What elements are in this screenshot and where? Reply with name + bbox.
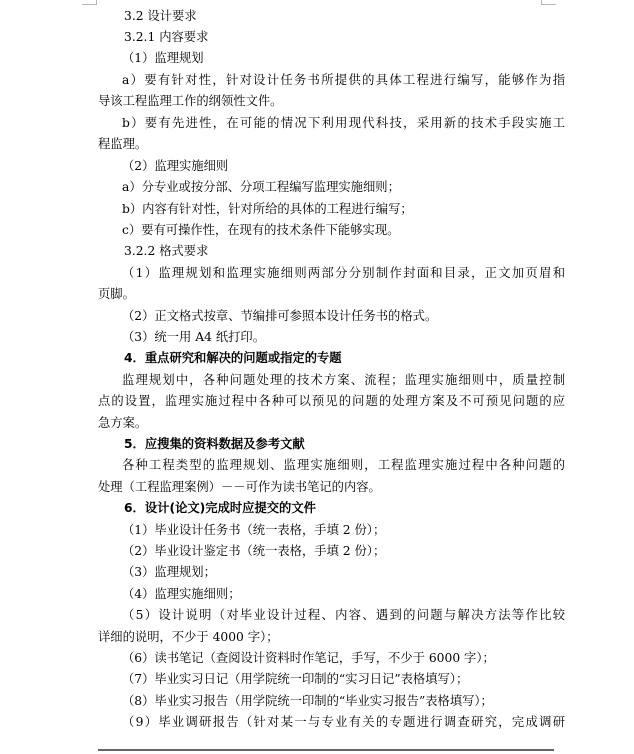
paragraph-line: 页脚。 — [98, 287, 135, 301]
item-heading: （1）监理规划 — [122, 51, 204, 65]
paragraph-line: a）分专业或按分部、分项工程编写监理实施细则； — [122, 180, 400, 194]
paragraph-line: 处理（工程监理案例）－－可作为读书笔记的内容。 — [98, 480, 381, 494]
paragraph-line: 程监理。 — [98, 137, 148, 151]
list-item: （8）毕业实习报告（用学院统一印制的“毕业实习报告”表格填写）； — [122, 694, 493, 708]
paragraph-line: 各种工程类型的监理规划、监理实施细则，工程监理实施过程中各种问题的 — [122, 458, 565, 472]
list-item: （1）毕业设计任务书（统一表格，手填 2 份）； — [122, 523, 386, 537]
list-item: （6）读书笔记（查阅设计资料时作笔记，手写，不少于 6000 字）； — [122, 651, 495, 665]
paragraph-line: 点的设置，监理实施过程中各种可以预见的问题的处理方案及不可预见问题的应 — [98, 394, 565, 408]
section-heading-4: 4．重点研究和解决的问题或指定的专题 — [124, 351, 342, 365]
paragraph-line: （2）正文格式按章、节编排可参照本设计任务书的格式。 — [122, 309, 438, 323]
list-item: （4）监理实施细则； — [122, 587, 241, 601]
paragraph-line: 监理规划中，各种问题处理的技术方案、流程；监理实施细则中，质量控制 — [122, 373, 565, 387]
section-heading-3-2: 3.2 设计要求 — [124, 9, 197, 23]
subsection-heading-3-2-2: 3.2.2 格式要求 — [124, 244, 209, 258]
paragraph-line: b）内容有针对性，针对所给的具体的工程进行编写； — [122, 202, 413, 216]
page-corner-mark-right — [541, 0, 556, 5]
list-item: （7）毕业实习日记（用学院统一印制的“实习日记”表格填写）； — [122, 672, 469, 686]
paragraph-line: c）要有可操作性，在现有的技术条件下能够实现。 — [122, 223, 400, 237]
page-bottom-rule — [98, 749, 554, 751]
list-item: （5）设计说明（对毕业设计过程、内容、遇到的问题与解决方法等作比较 — [122, 608, 565, 622]
paragraph-line: a）要有针对性，针对设计任务书所提供的具体工程进行编写，能够作为指 — [122, 73, 565, 87]
section-heading-6: 6．设计(论文)完成时应提交的文件 — [124, 501, 316, 515]
list-item: （9）毕业调研报告（针对某一与专业有关的专题进行调查研究，完成调研 — [122, 715, 565, 729]
list-item-continuation: 详细的说明，不少于 4000 字）； — [98, 630, 279, 644]
subsection-heading-3-2-1: 3.2.1 内容要求 — [124, 30, 209, 44]
page-corner-mark-left — [82, 0, 97, 5]
paragraph-line: （1）监理规划和监理实施细则两部分分别制作封面和目录，正文加页眉和 — [122, 266, 565, 280]
section-heading-5: 5．应搜集的资料数据及参考文献 — [124, 437, 305, 451]
list-item: （2）毕业设计鉴定书（统一表格，手填 2 份）； — [122, 544, 386, 558]
item-heading: （2）监理实施细则 — [122, 159, 229, 173]
paragraph-line: b）要有先进性，在可能的情况下利用现代科技，采用新的技术手段实施工 — [122, 116, 565, 130]
paragraph-line: 急方案。 — [98, 416, 148, 430]
paragraph-line: 导该工程监理工作的纲领性文件。 — [98, 94, 283, 108]
paragraph-line: （3）统一用 A4 纸打印。 — [122, 330, 266, 344]
list-item: （3）监理规划； — [122, 565, 216, 579]
